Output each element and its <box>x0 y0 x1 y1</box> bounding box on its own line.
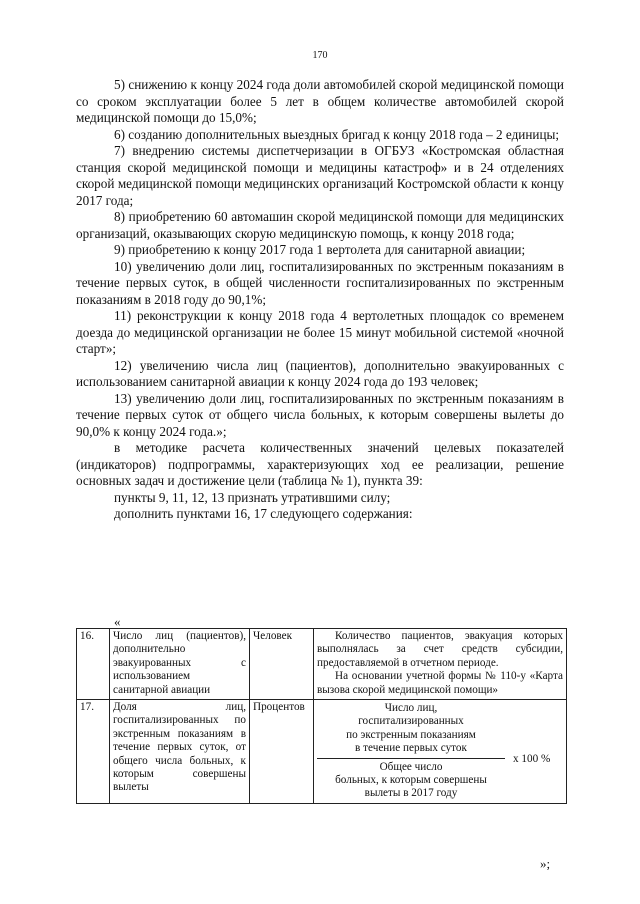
closing-quote-mark: »; <box>540 856 551 871</box>
document-body <box>76 77 564 523</box>
formula-denominator <box>317 761 505 801</box>
unit-of-measure: Человек <box>250 629 314 700</box>
opening-quote-mark: « <box>114 614 121 629</box>
formula-multiplier: x 100 % <box>513 752 551 765</box>
unit-of-measure: Процентов <box>250 700 314 804</box>
calculation-formula <box>314 700 567 804</box>
numerator-line: по экстренным показаниям <box>346 728 476 741</box>
list-item: 7) внедрению системы диспетчеризации в ОГБУЗ «Костромская областная станция скорой медицинской помощи и медицины катастроф» и в 24 отделениях скорой медицинской помощи медицинских организаций Костромской области к концу 2017 года; <box>76 143 564 208</box>
calculation-method <box>314 629 567 700</box>
list-item: 12) увеличению числа лиц (пациентов), дополнительно эвакуированных с использованием санитарной авиации к концу 2024 года до 193 человек; <box>76 357 564 389</box>
list-item: 5) снижению к концу 2024 года доли автомобилей скорой медицинской помощи со сроком эксплуатации более 5 лет в общем количестве автомобилей скорой медицинской помощи до 15,0%; <box>76 77 564 125</box>
indicator-name: Число лиц (пациентов), дополнительно эвакуированных с использованием санитарной авиации <box>110 629 250 700</box>
numerator-line: госпитализированных <box>358 715 464 728</box>
numerator-line: в течение первых суток <box>355 742 467 755</box>
fraction-bar <box>317 758 505 759</box>
list-item: 10) увеличению доли лиц, госпитализированных по экстренным показаниям в течение первых суток, в общей численности госпитализированных по экстренным показаниям в 2018 году до 90,1%; <box>76 258 564 307</box>
denominator-line: Общее число <box>379 760 443 773</box>
list-item: 8) приобретению 60 автомашин скорой медицинской помощи для медицинских организаций, оказывающих скорую медицинскую помощь, к концу 2018 года; <box>76 209 564 241</box>
method-description: Количество пациентов, эвакуация которых выполнялась за счет средств субсидии, предоставляемой в отчетном периоде. <box>317 630 563 669</box>
formula-numerator <box>317 702 505 757</box>
indicator-name: Доля лиц, госпитализированных по экстренным показаниям в течение первых суток, от общего числа больных, к которым совершены вылеты <box>110 700 250 804</box>
row-number: 17. <box>77 700 110 804</box>
numerator-line: Число лиц, <box>384 702 438 715</box>
denominator-line: больных, к которым совершены <box>335 774 487 787</box>
amendment-line: дополнить пунктами 16, 17 следующего содержания: <box>114 506 413 521</box>
row-number: 16. <box>77 629 110 700</box>
page-number: 170 <box>312 50 328 61</box>
amendment-line: пункты 9, 11, 12, 13 признать утратившими силу; <box>114 489 391 505</box>
fraction <box>317 702 505 801</box>
denominator-line: вылеты в 2017 году <box>364 787 458 800</box>
list-item: 6) созданию дополнительных выездных бригад к концу 2018 года – 2 единицы; <box>114 126 560 142</box>
method-source: На основании учетной формы № 110-у «Карта вызова скорой медицинской помощи» <box>317 670 563 696</box>
indicators-table <box>76 628 567 804</box>
list-item: 11) реконструкции к концу 2018 года 4 вертолетных площадок со временем доезда до медицинской организации не более 15 минут мобильной системой «ночной старт»; <box>76 308 564 356</box>
list-item: 13) увеличению доли лиц, госпитализированных по экстренным показаниям в течение первых суток от общего числа больных, к которым совершены вылеты до 90,0% к концу 2024 года.»; <box>76 390 564 439</box>
table-row <box>77 700 567 804</box>
table-row <box>77 629 567 700</box>
formula <box>317 702 563 801</box>
list-item: 9) приобретению к концу 2017 года 1 вертолета для санитарной авиации; <box>114 242 526 257</box>
amendment-intro: в методике расчета количественных значений целевых показателей (индикаторов) подпрограммы, характеризующих ход ее реализации, решение основных задач и достижение цели (таблица № 1), пункта 39: <box>76 440 564 488</box>
